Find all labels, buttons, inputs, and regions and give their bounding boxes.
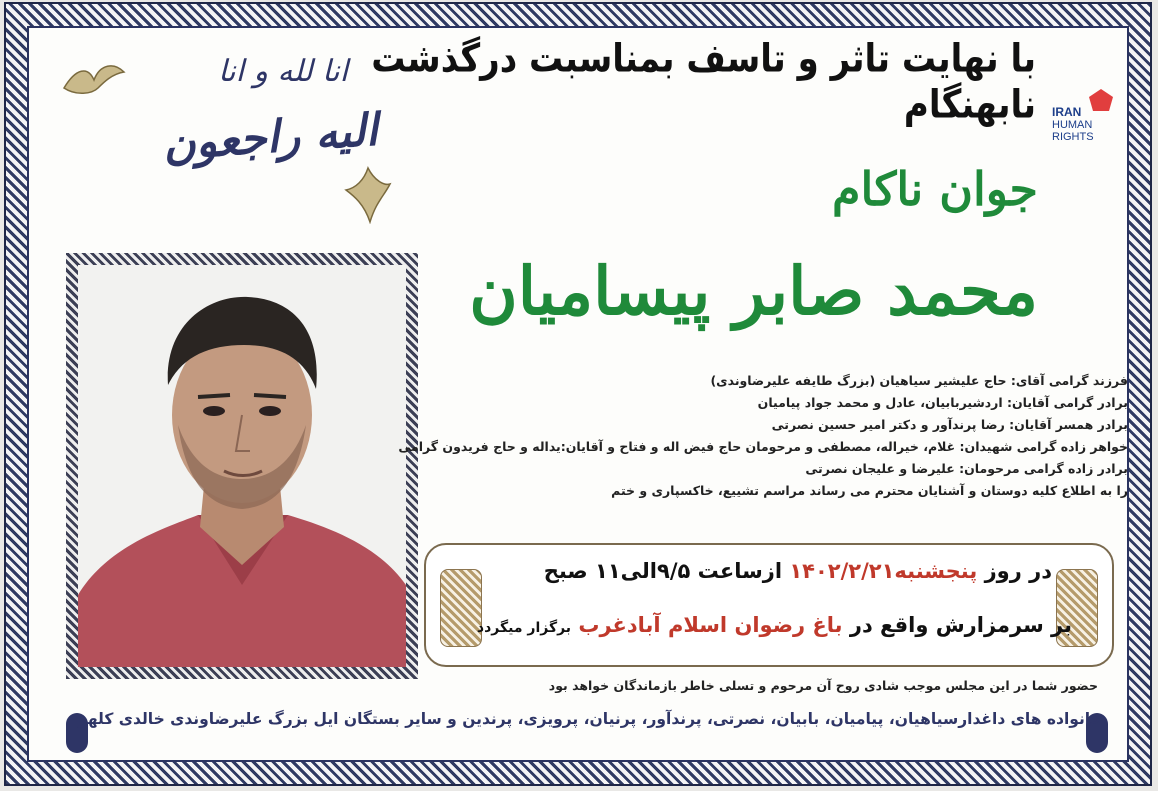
calligraphy-line2: الیه راجعون [161, 104, 380, 171]
ceremony-place: باغ رضوان اسلام آبادغرب [578, 613, 843, 637]
logo-line3: RIGHTS [1052, 131, 1094, 143]
relative-line: خواهر زاده گرامی شهیدان: غلام، خیراله، مصطفی و مرحومان حاج فیض اله و فتاح و آقایان:یداله و حاج فریدون گرامی [398, 439, 1128, 454]
footer-note: حضور شما در این مجلس موجب شادی روح آن مرحوم و تسلی خاطر بازماندگان خواهد بود [548, 678, 1098, 693]
ornament-left [440, 569, 482, 647]
ceremony-date-line [544, 559, 1052, 583]
ceremony-place-prefix: بر سرمزارش واقع در [849, 613, 1072, 637]
logo-line2: HUMAN [1052, 119, 1093, 131]
ceremony-day-prefix: در روز [984, 559, 1052, 583]
headline: با نهایت تاثر و تاسف بمناسبت درگذشت نابهنگام [371, 36, 1036, 128]
ceremony-day: پنجشنبه [894, 559, 978, 583]
family-signature-line: خانواده های داغدارسیاهیان، پیامیان، بابیان، نصرتی، پرندآور، پرنیان، پرویزی، پرندین و سایر بستگان ایل بزرگ علیرضاوندی خالدی کلهر [78, 710, 1102, 728]
logo-line1: IRAN [1052, 105, 1082, 119]
ceremony-place-line [477, 613, 1072, 637]
relative-line: فرزند گرامی آقای: حاج علیشیر سیاهیان (بزرگ طایفه علیرضاوندی) [710, 373, 1128, 388]
ceremony-date: ۱۴۰۲/۲/۲۱ [789, 559, 895, 583]
relative-line: برادر گرامی آقایان: اردشیربابیان، عادل و محمد جواد پیامیان [757, 395, 1128, 410]
ceremony-place-suffix: برگزار میگردد [476, 620, 572, 636]
relative-line: برادر زاده گرامی مرحومان: علیرضا و علیجان نصرتی [805, 461, 1128, 476]
portrait-frame [66, 253, 418, 679]
ceremony-time: ازساعت ۹/۵الی۱۱ صبح [543, 559, 783, 583]
portrait-photo [78, 265, 406, 667]
deceased-name: محمد صابر پیسامیان [469, 252, 1038, 330]
iran-human-rights-logo [1052, 88, 1132, 148]
ceremony-details-box [424, 543, 1114, 667]
subtitle: جوان ناکام [832, 162, 1038, 216]
calligraphy-line1: انا لله و انا [218, 54, 348, 89]
relatives-list [398, 370, 1128, 502]
relative-line: برادر همسر آقایان: رضا پرندآور و دکتر امیر حسین نصرتی [771, 417, 1128, 432]
portrait-image [78, 265, 406, 667]
relative-line: را به اطلاع کلیه دوستان و آشنایان محترم می رساند مراسم تشییع، خاکسپاری و ختم [611, 483, 1128, 498]
